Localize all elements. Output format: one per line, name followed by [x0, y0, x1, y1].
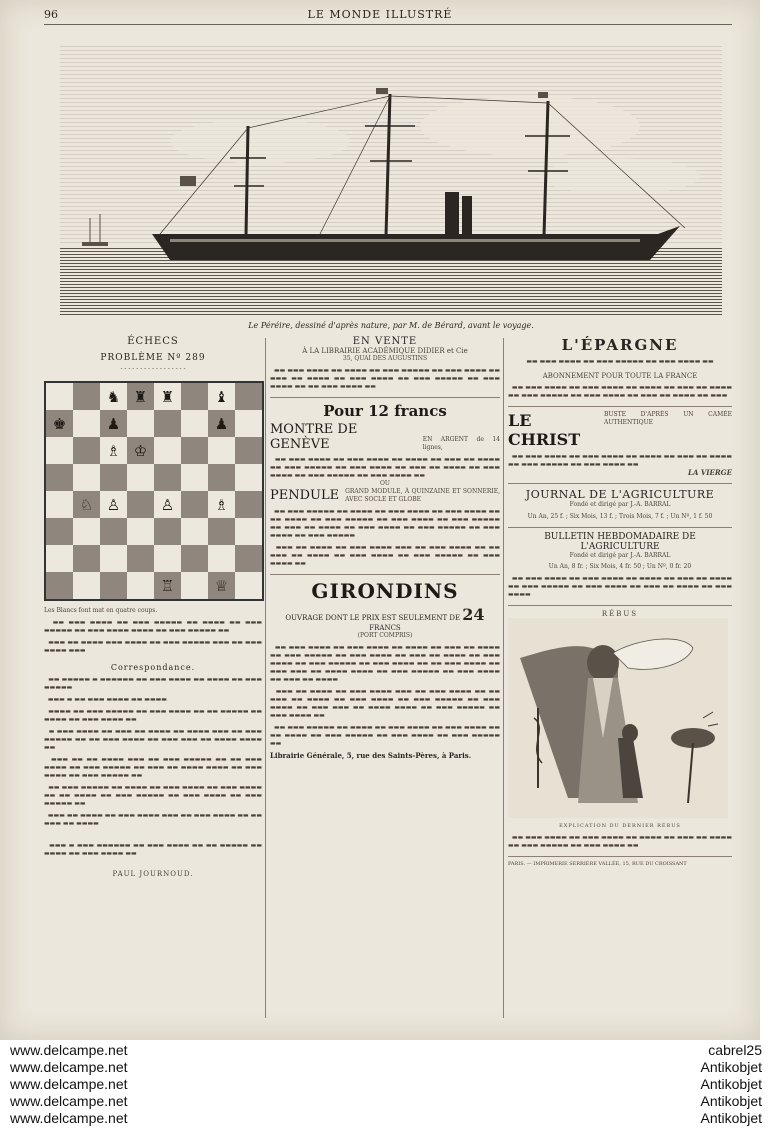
watermark-text: Antikobjet	[700, 1059, 762, 1075]
epargne-heading: L'ÉPARGNE	[561, 336, 679, 354]
watermark-text: www.delcampe.net	[10, 1110, 128, 1126]
ou-separator: OU	[380, 480, 390, 487]
page-number: 96	[44, 8, 58, 21]
ship-engraving	[60, 46, 722, 316]
christ-detail: BUSTE D'APRÈS UN CAMÉE AUTHENTIQUE	[604, 411, 732, 426]
bulletin-prices: Un An, 8 fr. ; Six Mois, 4 fr. 50 ; Un Nº, 0 fr. 20	[548, 563, 692, 570]
signature: PAUL JOURNOUD.	[112, 870, 194, 878]
imprint: PARIS. — IMPRIMERIE SERRIÈRE VALLÉE, 15, RUE DU CROISSANT	[508, 856, 732, 868]
bulletin-founder: Fondé et dirigé par J.-A. BARRAL	[569, 552, 671, 559]
pendule-heading: PENDULE	[270, 488, 340, 503]
watermark-text: Antikobjet	[700, 1076, 762, 1092]
pendule-detail: GRAND MODULE, À QUINZAINE ET SONNERIE, AVEC SOCLE ET GLOBE	[345, 488, 500, 503]
illustration-caption: Le Péréire, dessiné d'après nature, par M. de Bérard, avant le voyage.	[248, 321, 534, 330]
black-pawn-icon: ♟	[100, 410, 127, 437]
port-compris: (PORT COMPRIS)	[357, 632, 413, 639]
header-rule	[44, 24, 732, 25]
vierge-text: LA VIERGE	[688, 468, 732, 477]
price-unit: FRANCS	[369, 624, 401, 632]
black-rook-icon: ♜	[127, 383, 154, 410]
masthead: LE MONDE ILLUSTRÉ	[307, 8, 453, 21]
chess-board	[44, 381, 264, 601]
black-king-icon: ♚	[46, 410, 73, 437]
column-divider	[503, 338, 504, 1018]
journal-prices: Un An, 25 f. ; Six Mois, 13 f. ; Trois Mois, 7 f. ; Un Nº, 1 f. 50	[527, 513, 713, 520]
watermark-text: Antikobjet	[700, 1110, 762, 1126]
girondins-heading: GIRONDINS	[311, 579, 459, 603]
journal-agriculture-heading: JOURNAL DE L'AGRICULTURE	[525, 488, 715, 501]
christ-heading: LE CHRIST	[508, 411, 581, 449]
montre-detail: EN ARGENT de 14 lignes,	[422, 436, 500, 451]
problem-title: PROBLÈME Nº 289	[100, 353, 206, 363]
black-knight-icon: ♞	[100, 383, 127, 410]
black-pawn-icon: ♟	[208, 410, 235, 437]
librairie-generale: Librairie Générale, 5, rue des Saints-Pères, à Paris.	[270, 751, 472, 760]
journals-column: L'ÉPARGNE ▬▬ ▬▬▬ ▬▬▬▬ ▬▬ ▬▬▬ ▬▬▬▬▬ ▬▬ ▬▬▬ ▬▬▬▬ ▬▬ ABONNEMENT POUR TOUTE LA FRANCE ▬▬ ▬▬▬ ▬▬▬▬ ▬▬ ▬▬▬ ▬▬▬▬ ▬▬ ▬▬▬▬ ▬▬ ▬▬▬ ▬▬ ▬▬▬▬ ▬▬ ▬▬▬ ▬▬▬▬▬ ▬▬ ▬▬▬ ▬▬▬▬ ▬▬ ▬▬▬ ▬▬ ▬▬▬▬ ▬▬ ▬▬▬ LE CHRIST BUSTE D'APRÈS UN CAMÉE AUTHENTIQUE ▬▬ ▬▬▬ ▬▬▬▬ ▬▬ ▬▬▬ ▬▬▬▬ ▬▬ ▬▬▬▬ ▬▬ ▬▬▬ ▬▬ ▬▬▬▬ ▬▬ ▬▬▬ ▬▬▬▬▬ ▬▬ ▬▬▬ ▬▬▬▬ ▬▬ LA VIERGE JOURNAL DE L'AGRICULTURE Fondé et dirigé par J.-A. BARRAL Un An, 25 f. ; Six Mois, 13 f. ; Trois Mois, 7 f. ; Un Nº, 1 f. 50 BULLETIN HEBDOMADAIRE DE L'AGRICULTURE Fondé et dirigé par J.-A. BARRAL Un An, 8 fr. ; Six Mois, 4 fr. 50 ; Un Nº, 0 fr. 20 ▬▬ ▬▬▬ ▬▬▬▬ ▬▬ ▬▬▬ ▬▬▬▬ ▬▬ ▬▬▬▬ ▬▬ ▬▬▬ ▬▬ ▬▬▬▬ ▬▬ ▬▬▬ ▬▬▬▬▬ ▬▬ ▬▬▬ ▬▬▬▬ ▬▬ ▬▬▬ ▬▬ ▬▬▬▬ ▬▬ ▬▬▬ ▬▬▬▬ RÉBUS EXPLICATION DU DERNIER RÉBUS ▬▬ ▬▬▬ ▬▬▬▬ ▬▬ ▬▬▬ ▬▬▬▬ ▬▬ ▬▬▬▬ ▬▬ ▬▬▬ ▬▬ ▬▬▬▬ ▬▬ ▬▬▬ ▬▬▬▬▬ ▬▬ ▬▬▬ ▬▬▬▬ ▬▬ PARIS. — IMPRIMERIE SERRIÈRE VALLÉE, 15, RUE DU CROISSANT	[508, 336, 732, 867]
correspondance-heading: Correspondance.	[110, 663, 196, 672]
en-vente-heading: EN VENTE	[352, 336, 418, 347]
price-value: 24	[462, 605, 485, 624]
montre-heading: MONTRE DE GENÈVE	[270, 422, 358, 452]
white-pawn-icon: ♙	[100, 491, 127, 518]
rebus-explanation-heading: EXPLICATION DU DERNIER RÉBUS	[559, 823, 681, 829]
rebus-illustration	[508, 618, 728, 818]
watermark-text: www.delcampe.net	[10, 1076, 128, 1092]
librairie-name: À LA LIBRAIRIE ACADÉMIQUE DIDIER et Cie	[302, 347, 468, 355]
white-queen-icon: ♕	[208, 572, 235, 599]
ship-illustration-svg	[60, 46, 722, 316]
white-knight-icon: ♘	[73, 491, 100, 518]
bulletin-heading: BULLETIN HEBDOMADAIRE DE L'AGRICULTURE	[544, 532, 696, 552]
chess-column: ÉCHECS PROBLÈME Nº 289 - - - - - - - - - - - - - - - - - ♞ ♜ ♜ ♝ ♚ ♟ ♟ ♗ ♔ ♘ ♙ ♙ ♗ ♖ ♕ Les Blancs font mat en quatre coups. ▬▬ ▬▬▬ ▬▬▬▬ ▬▬ ▬▬▬ ▬▬▬▬▬ ▬▬ ▬▬▬▬ ▬▬ ▬▬▬ ▬▬▬▬▬ ▬▬ ▬▬▬ ▬▬▬▬ ▬▬▬▬ ▬▬ ▬▬▬ ▬▬▬▬▬ ▬▬ ▬▬▬ ▬▬ ▬▬▬▬ ▬▬▬ ▬▬▬▬ ▬▬ ▬▬▬ ▬▬▬▬▬ ▬▬▬ ▬▬ ▬▬▬ ▬▬▬▬ ▬▬▬ Correspondance. ▬▬ ▬▬▬▬▬ ▬ ▬▬▬▬▬▬ ▬▬ ▬▬▬ ▬▬▬▬ ▬▬ ▬▬▬▬ ▬▬ ▬▬▬ ▬▬▬▬▬ ▬▬▬ ▬ ▬▬ ▬▬▬ ▬▬▬▬ ▬▬ ▬▬▬▬ ▬▬▬▬ ▬▬ ▬▬▬ ▬▬▬▬▬ ▬▬ ▬▬▬ ▬▬▬▬ ▬▬ ▬▬ ▬▬▬▬▬ ▬▬ ▬▬▬▬ ▬▬ ▬▬▬ ▬▬▬▬ ▬▬ ▬ ▬▬▬ ▬▬▬▬ ▬▬ ▬▬▬ ▬▬ ▬▬▬▬ ▬▬ ▬▬▬▬ ▬▬▬ ▬▬ ▬▬▬ ▬▬▬▬▬ ▬▬ ▬▬ ▬▬▬ ▬▬▬▬ ▬▬ ▬▬▬ ▬▬▬ ▬▬ ▬▬▬▬ ▬▬▬▬ ▬▬ ▬▬▬ ▬▬ ▬▬ ▬▬▬▬ ▬▬▬ ▬▬ ▬▬▬ ▬▬▬▬▬ ▬▬ ▬▬ ▬▬▬ ▬▬▬▬ ▬▬ ▬▬▬ ▬▬▬▬▬ ▬▬ ▬▬▬ ▬▬ ▬▬▬▬ ▬▬▬▬ ▬▬ ▬▬▬ ▬▬▬▬ ▬▬ ▬▬▬ ▬▬▬▬▬ ▬▬ ▬▬ ▬▬▬ ▬▬▬▬▬ ▬▬ ▬▬▬▬ ▬▬ ▬▬▬ ▬▬▬▬ ▬▬ ▬▬▬ ▬▬▬▬ ▬▬ ▬▬ ▬▬▬▬ ▬▬ ▬▬▬ ▬▬▬▬▬ ▬▬ ▬▬▬ ▬▬▬▬ ▬▬ ▬▬▬ ▬▬▬▬▬ ▬▬ ▬▬▬ ▬▬ ▬▬▬▬ ▬▬ ▬▬▬ ▬▬▬▬ ▬▬▬ ▬▬ ▬▬▬ ▬▬▬▬ ▬▬ ▬▬ ▬▬▬ ▬▬ ▬▬▬▬ ▬▬▬ ▬ ▬▬▬ ▬▬▬▬▬▬ ▬▬ ▬▬▬ ▬▬▬▬ ▬▬ ▬▬ ▬▬▬▬▬ ▬▬ ▬▬▬▬ ▬▬ ▬▬▬ ▬▬▬▬ ▬▬ PAUL JOURNOUD.	[44, 336, 262, 878]
watermark-text: www.delcampe.net	[10, 1093, 128, 1109]
chess-heading: ÉCHECS	[127, 336, 179, 347]
black-bishop-icon: ♝	[208, 383, 235, 410]
board-note: Les Blancs font mat en quatre coups.	[44, 607, 158, 614]
journal-founder: Fondé et dirigé par J.-A. BARRAL	[569, 501, 671, 508]
ouvrage-text: OUVRAGE DONT LE PRIX EST SEULEMENT DE	[285, 614, 461, 622]
white-king-icon: ♔	[127, 437, 154, 464]
rebus-heading: RÉBUS	[601, 610, 639, 618]
column-divider	[265, 338, 266, 1018]
abonnement-text: ABONNEMENT POUR TOUTE LA FRANCE	[542, 372, 698, 380]
white-bishop-icon: ♗	[100, 437, 127, 464]
advertisement-column: EN VENTE À LA LIBRAIRIE ACADÉMIQUE DIDIER et Cie 35, QUAI DES AUGUSTINS ▬▬ ▬▬▬ ▬▬▬▬ ▬▬ ▬▬▬▬ ▬▬ ▬▬▬ ▬▬▬▬▬ ▬▬ ▬▬▬ ▬▬▬▬ ▬▬ ▬▬▬ ▬▬ ▬▬▬▬ ▬▬ ▬▬▬ ▬▬▬▬ ▬▬ ▬▬▬ ▬▬▬▬▬ ▬▬ ▬▬▬ ▬▬▬▬ ▬▬ ▬▬ ▬▬▬ ▬▬▬▬ ▬▬ Pour 12 francs MONTRE DE GENÈVE EN ARGENT de 14 lignes, ▬▬ ▬▬▬ ▬▬▬▬ ▬▬ ▬▬▬ ▬▬▬▬ ▬▬ ▬▬▬▬ ▬▬ ▬▬▬ ▬▬ ▬▬▬▬ ▬▬ ▬▬▬ ▬▬▬▬▬ ▬▬ ▬▬▬ ▬▬▬▬ ▬▬ ▬▬▬ ▬▬ ▬▬▬▬ ▬▬ ▬▬▬ ▬▬▬▬ ▬▬ ▬▬▬ ▬▬▬▬▬ ▬▬ ▬▬▬ ▬▬▬▬ ▬▬ OU PENDULE GRAND MODULE, À QUINZAINE ET SONNERIE, AVEC SOCLE ET GLOBE ▬▬ ▬▬▬ ▬▬▬▬▬ ▬▬ ▬▬▬▬ ▬▬ ▬▬▬ ▬▬▬▬ ▬▬ ▬▬▬ ▬▬▬▬ ▬▬ ▬▬ ▬▬▬▬ ▬▬ ▬▬▬ ▬▬▬▬▬ ▬▬ ▬▬▬ ▬▬▬▬ ▬▬ ▬▬▬ ▬▬▬▬▬ ▬▬ ▬▬▬ ▬▬ ▬▬▬▬ ▬▬ ▬▬▬ ▬▬▬▬ ▬▬ ▬▬▬ ▬▬▬▬▬ ▬▬ ▬▬▬ ▬▬▬▬ ▬▬ ▬▬▬ ▬▬▬▬▬ ▬▬▬ ▬▬ ▬▬▬▬ ▬▬ ▬▬▬ ▬▬▬▬ ▬▬▬ ▬▬ ▬▬▬ ▬▬▬▬ ▬▬ ▬▬ ▬▬▬ ▬▬ ▬▬▬▬ ▬▬ ▬▬▬ ▬▬▬▬ ▬▬ ▬▬▬ ▬▬▬▬▬ ▬▬ ▬▬▬ ▬▬▬▬ ▬▬ GIRONDINS OUVRAGE DONT LE PRIX EST SEULEMENT DE 24 FRANCS (PORT COMPRIS) ▬▬ ▬▬▬ ▬▬▬▬ ▬▬ ▬▬▬ ▬▬▬▬ ▬▬ ▬▬▬▬ ▬▬ ▬▬▬ ▬▬ ▬▬▬▬ ▬▬ ▬▬▬ ▬▬▬▬▬ ▬▬ ▬▬▬ ▬▬▬▬ ▬▬ ▬▬▬ ▬▬ ▬▬▬▬ ▬▬ ▬▬▬ ▬▬▬▬ ▬▬ ▬▬▬ ▬▬▬▬▬ ▬▬ ▬▬▬ ▬▬▬▬ ▬▬ ▬▬ ▬▬▬ ▬▬▬▬ ▬▬ ▬▬▬ ▬▬▬ ▬▬ ▬▬▬▬ ▬▬▬▬ ▬▬ ▬▬▬ ▬▬▬▬▬ ▬▬ ▬▬▬ ▬▬▬▬ ▬▬ ▬▬▬ ▬▬ ▬▬▬▬ ▬▬▬ ▬▬ ▬▬▬▬ ▬▬ ▬▬▬ ▬▬▬▬ ▬▬▬ ▬▬ ▬▬▬ ▬▬▬▬ ▬▬ ▬▬ ▬▬▬ ▬▬ ▬▬▬▬ ▬▬ ▬▬▬ ▬▬▬▬ ▬▬ ▬▬▬ ▬▬▬▬▬ ▬▬ ▬▬▬ ▬▬▬▬ ▬▬ ▬▬▬ ▬▬▬ ▬▬ ▬▬▬▬ ▬▬▬▬ ▬▬ ▬▬▬ ▬▬▬▬▬ ▬▬ ▬▬▬ ▬▬▬▬ ▬▬ ▬▬ ▬▬▬ ▬▬▬▬▬ ▬▬ ▬▬▬▬ ▬▬ ▬▬▬ ▬▬▬▬ ▬▬ ▬▬▬ ▬▬▬▬ ▬▬ ▬▬ ▬▬▬▬ ▬▬ ▬▬▬ ▬▬▬▬▬ ▬▬ ▬▬▬ ▬▬▬▬ ▬▬ ▬▬▬ ▬▬▬▬▬ ▬▬ Librairie Générale, 5, rue des Saints-Pères, à Paris.	[270, 336, 500, 760]
black-rook-icon: ♜	[154, 383, 181, 410]
watermark-text: Antikobjet	[700, 1093, 762, 1109]
librairie-address: 35, QUAI DES AUGUSTINS	[342, 355, 428, 362]
watermark-text: cabrel25	[708, 1042, 762, 1058]
watermark-text: www.delcampe.net	[10, 1059, 128, 1075]
pour-12-francs: Pour 12 francs	[323, 402, 447, 420]
watermark-text: www.delcampe.net	[10, 1042, 128, 1058]
white-rook-icon: ♖	[154, 572, 181, 599]
white-bishop-icon: ♗	[208, 491, 235, 518]
white-pawn-icon: ♙	[154, 491, 181, 518]
